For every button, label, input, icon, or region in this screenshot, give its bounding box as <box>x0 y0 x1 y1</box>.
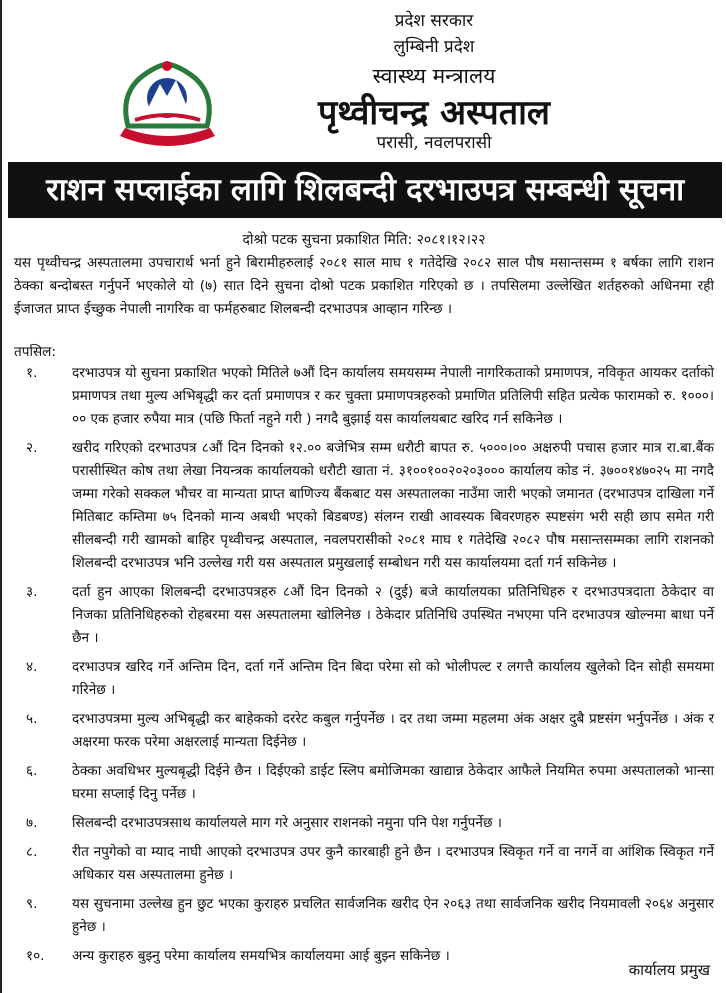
list-item <box>14 437 714 575</box>
item-text: यस सुचनामा उल्लेख हुन छुट भएका कुराहरु प्रचलित सार्वजनिक खरीद ऐन २०६३ तथा सार्वजनिक खरीद नियमावली २०६४ अनुसार हुनेछ । <box>72 896 714 935</box>
letterhead <box>2 0 726 160</box>
hospital-location: परासी, नवलपरासी <box>376 133 492 153</box>
item-text: ठेक्का अवधिभर मुल्यबृद्धी दिईने छैन । दिईएको डाईट स्लिप बमोजिमका खाद्यान्न ठेकेदार आफैले नियमित रुपमा अस्पतालको भान्सा घरमा सप्लाई दिनु पर्नेछ । <box>72 763 714 802</box>
item-number: १. <box>26 365 38 381</box>
list-item <box>14 760 714 806</box>
item-number: ६. <box>26 763 38 779</box>
publication-date: दोश्रो पटक सुचना प्रकाशित मिति: २०८१।१२।२२ <box>242 232 486 248</box>
hospital-name: पृथ्वीचन्द्र अस्पताल <box>318 93 550 133</box>
list-item <box>14 656 714 702</box>
item-text: अन्य कुराहरु बुझ्नु परेमा कार्यालय समयभित्र कार्यालयमा आई बुझ्न सकिनेछ । <box>72 948 450 964</box>
ministry-line: स्वास्थ्य मन्त्रालय <box>372 64 496 88</box>
item-number: ३. <box>26 584 38 600</box>
list-item <box>14 812 714 835</box>
item-text: दरभाउपत्र खरिद गर्ने अन्तिम दिन, दर्ता गर्ने अन्तिम दिन बिदा परेमा सो को भोलीपल्ट र लगत्तै कार्यालय खुलेको दिन सोही समयमा गरिनेछ । <box>72 659 714 698</box>
list-item <box>14 893 714 939</box>
item-number: ४. <box>26 659 38 675</box>
list-item <box>14 841 714 887</box>
item-number: ५. <box>26 711 38 727</box>
list-item <box>14 945 714 968</box>
item-number: २. <box>26 440 38 456</box>
province-line: लुम्बिनी प्रदेश <box>393 37 475 57</box>
item-text: खरीद गरिएको दरभाउपत्र ८औं दिन दिनको १२.०० बजेभित्र सम्म धरौटी बापत रु. ५०००।०० अक्षरुपी पचास हजार मात्र रा.बा.बैंक परासीस्थित कोष तथा लेखा नियन्त्रक कार्यालयको धरौटी खाता नं. ३१००१००२०२०३००० कार्यालय कोड नं. ३७००१४७०२५ मा नगदै जम्मा गरेको सक्कल भौचर वा मान्यता प्राप्त बाणिज्य बैंकबाट यस अस्पतालका नाउँमा जारी भएको जमानत (दरभाउपत्र दाखिला गर्ने मितिबाट कम्तिमा ७५ दिनको मान्य अबधी भएको बिडबण्ड) संलग्न राखी आवस्यक बिवरणहरु स्पष्टसंग भरी सही छाप समेत गरी सीलबन्दी गरी खामको बाहिर पृथ्वीचन्द्र अस्पताल, नवलपरासीको २०८१ माघ १ गतेदेखि २०८२ पौष मसान्तसम्मका लागि राशनको शिलबन्दी दरभाउपत्र भनि उल्लेख गरी यस अस्पताल प्रमुखलाई सम्बोधन गरी यस कार्यालयमा दर्ता गर्न सकिनेछ । <box>72 440 714 571</box>
government-line: प्रदेश सरकार <box>394 11 474 31</box>
item-text: रीत नपुगेको वा म्याद नाघी आएको दरभाउपत्र उपर कुनै कारबाही हुने छैन । दरभाउपत्र स्विकृत गर्ने वा नगर्ने वा आंशिक स्विकृत गर्ने अधिकार यस अस्पतालमा हुनेछ । <box>72 844 714 883</box>
list-item <box>14 362 714 431</box>
tapsil-label: तपसिल: <box>14 344 56 360</box>
list-item <box>14 581 714 650</box>
item-text: दर्ता हुन आएका शिलबन्दी दरभाउपत्रहरु ८औं दिन दिनको २ (दुई) बजे कार्यालयका प्रतिनिधिहरु र दरभाउपत्रदाता ठेकेदार वा निजका प्रतिनिधिहरुको रोहबरमा यस अस्पतालमा खोलिनेछ । ठेकेदार प्रतिनिधि उपस्थित नभएमा पनि दरभाउपत्र खोल्नमा बाधा पर्ने छैन । <box>72 584 714 646</box>
item-text: सिलबन्दी दरभाउपत्रसाथ कार्यालयले माग गरे अनुसार राशनको नमुना पनि पेश गर्नुपर्नेछ । <box>72 815 502 831</box>
item-text: दरभाउपत्र यो सुचना प्रकाशित भएको मितिले ७औं दिन कार्यालय समयसम्म नेपाली नागरिकताको प्रमाणपत्र, नविकृत आयकर दर्ताको प्रमाणपत्र तथा मुल्य अभिबृद्धी कर दर्ता प्रमाणपत्र र कर चुक्ता प्रमाणपत्रहरुको प्रमाणित प्रतिलिपी सहित प्रत्येक फारामको रु. १०००।०० एक हजार रुपैया मात्र (पछि फिर्ता नहुने गरी ) नगदै बुझाई यस कार्यालयबाट खरिद गर्न सकिनेछ । <box>72 365 714 427</box>
notice-title-banner: राशन सप्लाईका लागि शिलबन्दी दरभाउपत्र सम्बन्धी सूचना <box>8 162 722 218</box>
item-text: दरभाउपत्रमा मुल्य अभिबृद्धी कर बाहेकको दररेट कबुल गर्नुपर्नेछ । दर तथा जम्मा महलमा अंक अक्षर दुबै प्रष्टसंग भर्नुपर्नेछ । अंक र अक्षरमा फरक परेमा अक्षरलाई मान्यता दिईनेछ । <box>72 711 714 750</box>
intro-paragraph: यस पृथ्वीचन्द्र अस्पतालमा उपचारार्थ भर्ना हुने बिरामीहरुलाई २०८१ साल माघ १ गतेदेखि २०८२ साल पौष मसान्तसम्म १ बर्षका लागि राशन ठेक्का बन्दोबस्त गर्नुपर्ने भएकोले यो (७) सात दिने सुचना दोश्रो पटक प्रकाशित गरिएको छ । तपसिलमा उल्लेखित शर्तहरुको अधिनमा रही ईजाजत प्राप्त ईच्छुक नेपाली नागरिक वा फर्महरुबाट शिलबन्दी दरभाउपत्र आव्हान गरिन्छ । <box>14 255 714 317</box>
item-number: ८. <box>26 844 38 860</box>
signoff-office-head: कार्यालय प्रमुख <box>628 961 710 979</box>
item-number: ९. <box>26 896 38 912</box>
item-number: १०. <box>26 948 45 964</box>
item-number: ७. <box>26 815 38 831</box>
list-item <box>14 708 714 754</box>
conditions-list <box>14 362 714 968</box>
